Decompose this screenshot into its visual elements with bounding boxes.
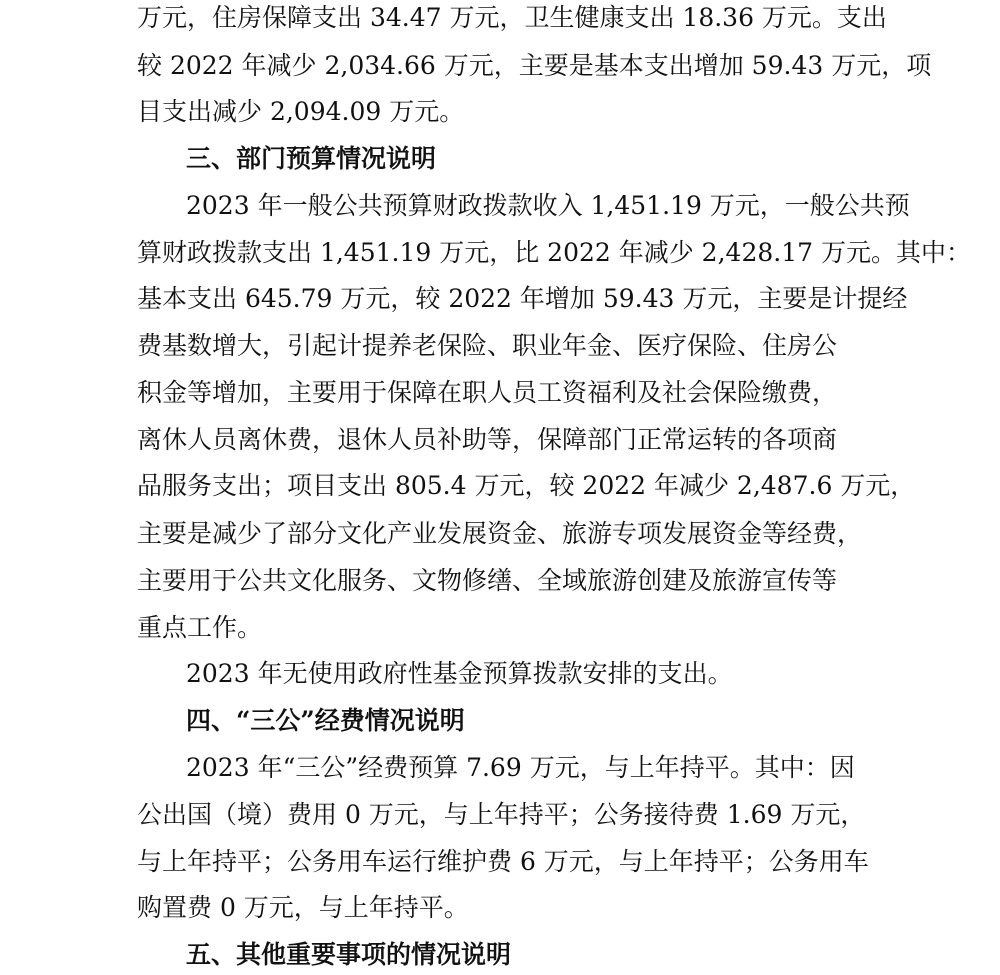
text-line: 目支出减少 2,094.09 万元。	[137, 97, 465, 126]
text-line: 2023 年无使用政府性基金预算拨款安排的支出。	[186, 659, 733, 688]
text-line: 算财政拨款支出 1,451.19 万元，比 2022 年减少 2,428.17 万元。其中：	[137, 238, 971, 267]
text-line: 离休人员离休费，退休人员补助等，保障部门正常运转的各项商	[137, 425, 838, 454]
text-line: 主要用于公共文化服务、文物修缮、全域旅游创建及旅游宣传等	[137, 566, 838, 595]
text-line: 购置费 0 万元，与上年持平。	[137, 893, 469, 922]
text-line: 重点工作。	[137, 613, 263, 642]
section-heading: 五、其他重要事项的情况说明	[186, 940, 512, 969]
section-heading: 四、“三公”经费情况说明	[186, 706, 465, 735]
text-line: 积金等增加，主要用于保障在职人员工资福利及社会保险缴费，	[137, 378, 838, 407]
text-line: 品服务支出；项目支出 805.4 万元，较 2022 年减少 2,487.6 万元，	[137, 471, 916, 500]
text-line: 2023 年一般公共预算财政拨款收入 1,451.19 万元，一般公共预	[186, 191, 910, 220]
text-line: 费基数增大，引起计提养老保险、职业年金、医疗保险、住房公	[137, 331, 838, 360]
text-line: 万元，住房保障支出 34.47 万元，卫生健康支出 18.36 万元。支出	[137, 3, 887, 32]
text-line: 基本支出 645.79 万元，较 2022 年增加 59.43 万元，主要是计提经	[137, 284, 908, 313]
text-line: 较 2022 年减少 2,034.66 万元，主要是基本支出增加 59.43 万元，项	[137, 51, 932, 80]
text-line: 与上年持平；公务用车运行维护费 6 万元，与上年持平；公务用车	[137, 847, 869, 876]
text-line: 主要是减少了部分文化产业发展资金、旅游专项发展资金等经费，	[137, 519, 863, 548]
section-heading: 三、部门预算情况说明	[186, 144, 437, 173]
text-line: 2023 年“三公”经费预算 7.69 万元，与上年持平。其中：因	[186, 753, 855, 782]
text-line: 公出国（境）费用 0 万元，与上年持平；公务接待费 1.69 万元，	[137, 800, 866, 829]
